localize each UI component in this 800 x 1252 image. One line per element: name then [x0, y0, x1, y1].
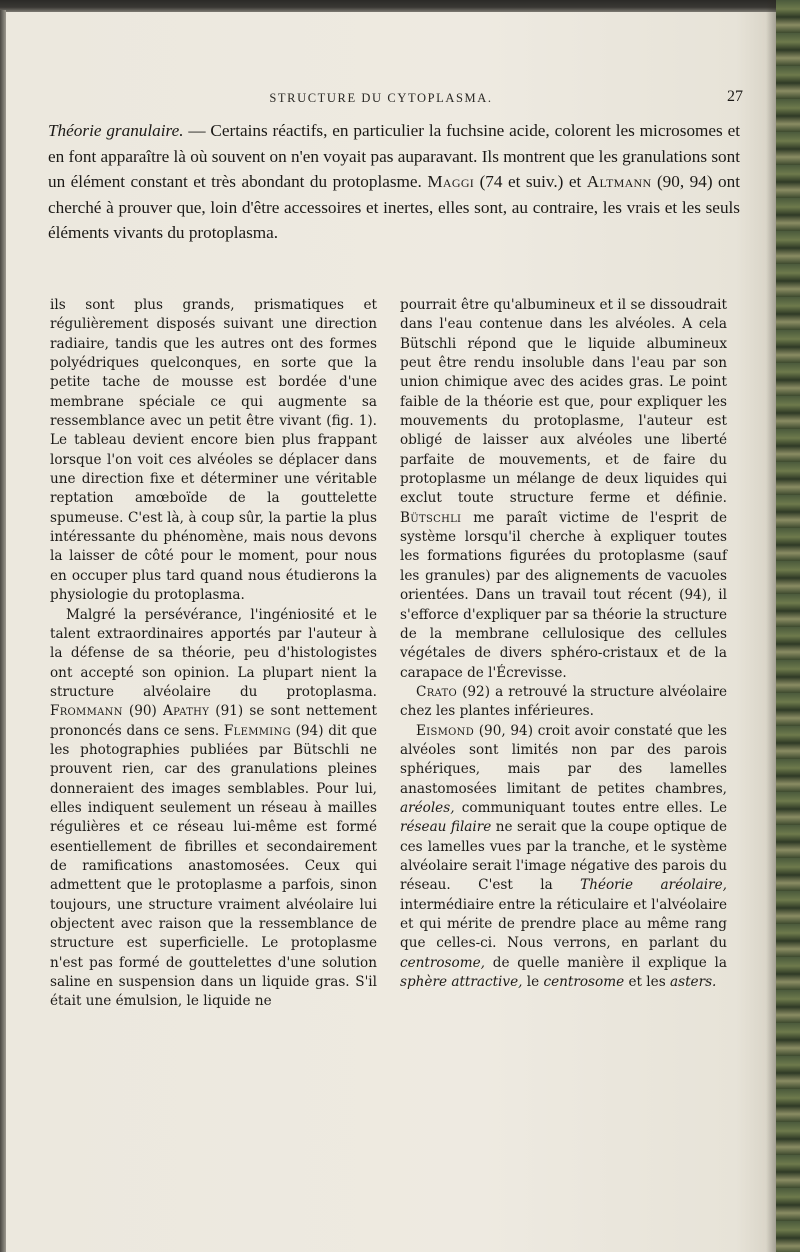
- paragraph-text: me paraît victime de l'esprit de système lorsqu'il cherche à expliquer toutes les formations figurées du protoplasme (sauf les granules) par des alignements de vacuoles orientées. Dans un travail tout récent (94), il s'efforce d'expliquer par sa théorie la structure de la membrane cellulosique des cellules végétales de divers sphéro-cristaux et de la carapace de l'Écrevisse.: [400, 509, 727, 681]
- paragraph-text: (91) se sont nettement prononcés dans ce sens.: [50, 703, 377, 739]
- term-centrosome: centrosome: [543, 974, 625, 991]
- intro-paragraph: [48, 118, 740, 246]
- intro-text: — Certains réactifs, en particulier la fuchsine acide, colorent les microsomes et en font apparaître là où souvent on n'en voyait pas auparavant. Ils montrent que les granulations sont un élément constant et très abondant du protoplasme.: [48, 121, 740, 191]
- paragraph-text: (94) dit que les photographies publiées par Bütschli ne prouvent rien, car des granulations pleines donneraient des images semblables. Pour lui, elles indiquent seulement un réseau à mailles régulières et ce réseau lui-même est formé esentiellement de fibrilles et secondairement de ramifications anastomosées. Ceux qui admettent que le protoplasme a parfois, sinon toujours, une structure vraiment alvéolaire lui objectent avec raison que la ressemblance de structure est superficielle. Le protoplasme n'est pas formé de gouttelettes d'une solution saline en suspension dans un liquide gras. S'il était une émulsion, le liquide ne: [50, 722, 377, 1010]
- author-flemming: Flemming: [223, 722, 291, 739]
- paragraph-text: de quelle manière il explique la: [484, 954, 727, 971]
- page-number: 27: [727, 88, 743, 105]
- page-header: [0, 88, 800, 111]
- paragraph-text: (90): [122, 703, 163, 720]
- author-altmann: Altmann: [586, 172, 652, 191]
- running-head: STRUCTURE DU CYTOPLASMA.: [269, 91, 493, 105]
- right-paragraph-1: [400, 296, 727, 683]
- author-apathy: Apathy: [163, 703, 210, 720]
- intro-text: (90, 94) ont cherché à prouver que, loin d'être accessoires et inertes, elles sont, au contraire, les vrais et les seuls éléments vivants du protoplasma.: [48, 172, 740, 242]
- page-top-edge: [0, 0, 800, 12]
- page-right-edge: [776, 0, 800, 1252]
- author-eismond: Eismond: [416, 722, 475, 739]
- author-butschli: Bütschli: [400, 509, 462, 526]
- paragraph-text: le: [522, 974, 544, 991]
- paragraph-text: (90, 94) croit avoir constaté que les alvéoles sont limités non par des parois sphériques, mais par des lamelles anastomosées limitant de petites chambres,: [400, 722, 727, 797]
- term-sphere-attractive: sphère attractive,: [400, 974, 523, 991]
- page-left-edge: [0, 10, 6, 1252]
- paragraph-text: et les: [624, 974, 670, 991]
- right-paragraph-2: [400, 683, 727, 722]
- author-crato: Crato: [416, 683, 457, 700]
- term-asters: asters.: [670, 974, 717, 991]
- term-reseau-filaire: réseau filaire: [400, 819, 492, 836]
- paragraph-text: pourrait être qu'albumineux et il se dissoudrait dans l'eau contenue dans les alvéoles. A cela Bütschli répond que le liquide albumineux peut être rendu insoluble dans l'eau par son union chimique avec des acides gras. Le point faible de la théorie est que, pour expliquer les mouvements du protoplasme, l'auteur est obligé de laisser aux alvéoles une liberté parfaite de mouvements, et de faire du protoplasme un mélange de deux liquides qui exclut toute structure ferme et définie.: [400, 297, 727, 507]
- author-frommann: Frommann: [50, 703, 123, 720]
- author-maggi: Maggi: [427, 172, 475, 191]
- paragraph-text: (92) a retrouvé la structure alvéolaire chez les plantes inférieures.: [400, 683, 727, 720]
- left-paragraph-1: ils sont plus grands, prismatiques et régulièrement disposés suivant une direction radiaire, tandis que les autres ont des formes polyédriques quelconques, en sorte que la petite tache de mousse est bordée d'une membrane spéciale ce qui augmente sa ressemblance avec un petit être vivant (fig. 1). Le tableau devient encore bien plus frappant lorsque l'on voit ces alvéoles se déplacer dans une direction fixe et déterminer une véritable reptation amœboïde de la gouttelette spumeuse. C'est là, à coup sûr, la partie la plus intéressante du phénomène, mais nous devons la laisser de côté pour le moment, pour nous en occuper plus tard quand nous étudierons la physiologie du protoplasma.: [50, 297, 377, 604]
- term-theorie-areolaire: Théorie aréolaire,: [580, 877, 727, 894]
- right-paragraph-3: [400, 722, 727, 993]
- paragraph-text: ne serait que la coupe optique de ces lamelles vues par la tranche, et le système alvéolaire serait l'image négative des parois du réseau. C'est la: [400, 819, 728, 894]
- intro-heading: Théorie granulaire.: [48, 121, 184, 140]
- left-column: [50, 296, 377, 1012]
- intro-text: (74 et suiv.) et: [474, 172, 587, 191]
- paragraph-text: communiquant toutes entre elles. Le: [454, 799, 727, 816]
- paragraph-text: intermédiaire entre la réticulaire et l'alvéolaire et qui mérite de prendre place au même rang que celles-ci. Nous verrons, en parlant du: [400, 896, 727, 952]
- left-paragraph-2: [50, 606, 377, 1012]
- term-centrosome: centrosome,: [400, 954, 485, 971]
- paragraph-text: Malgré la persévérance, l'ingéniosité et le talent extraordinaires apportés par l'auteur à la défense de sa théorie, peu d'histologistes ont accepté son opinion. La plupart nient la structure alvéolaire du protoplasma.: [50, 606, 377, 700]
- right-column: [400, 296, 727, 992]
- term-areoles: aréoles,: [400, 799, 455, 816]
